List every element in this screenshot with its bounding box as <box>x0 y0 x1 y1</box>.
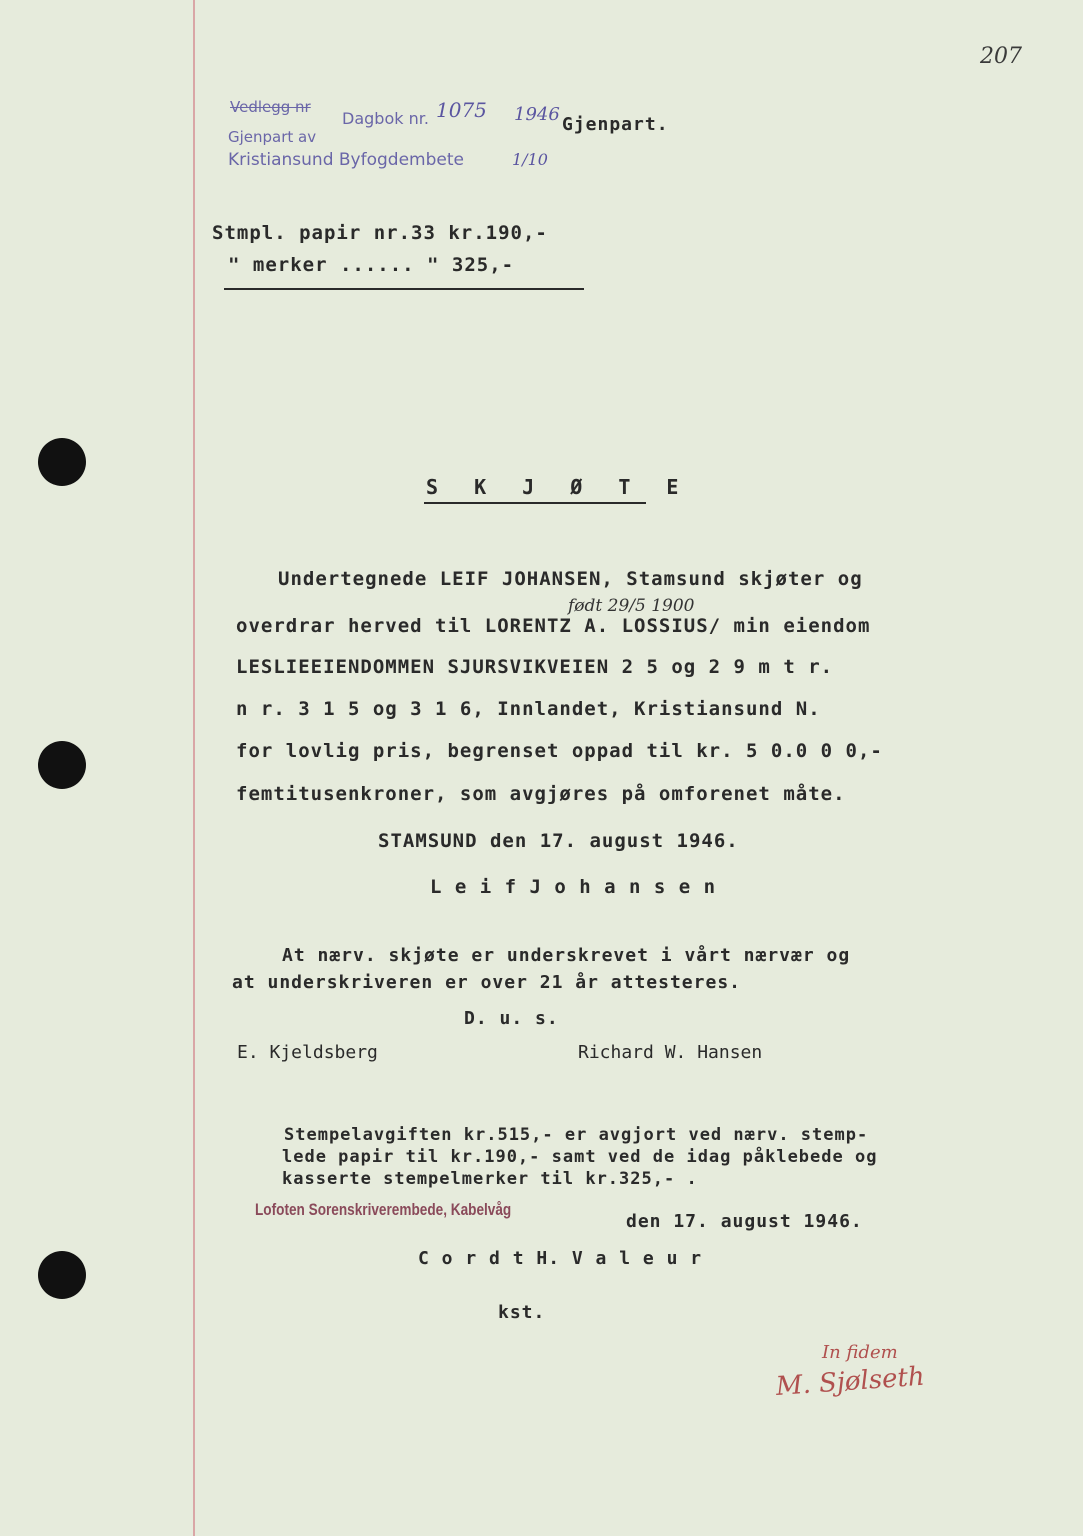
stamp-date: 1/10 <box>512 150 548 169</box>
in-fidem-signature: In fidem <box>822 1342 898 1363</box>
page-number: 207 <box>980 44 1022 69</box>
gjenpart-heading: Gjenpart. <box>562 114 669 135</box>
attest-line-1: At nærv. skjøte er underskrevet i vårt nærvær og <box>282 945 851 966</box>
judge-title: kst. <box>498 1302 546 1323</box>
body-line-6: femtitusenkroner, som avgjøres på omforenet måte. <box>236 783 846 805</box>
fee-line-1: Stempelavgiften kr.515,- er avgjort ved nærv. stemp- <box>284 1125 869 1145</box>
stamp-struck-label: Vedlegg nr <box>230 98 311 116</box>
birthdate-insert: født 29/5 1900 <box>568 596 695 616</box>
witness-right: Richard W. Hansen <box>578 1042 763 1063</box>
body-line-3: LESLIEEIENDOMMEN SJURSVIKVEIEN 2 5 og 2 9 m t r. <box>236 656 834 678</box>
body-line-4: n r. 3 1 5 og 3 1 6, Innlandet, Kristiansund N. <box>236 698 821 720</box>
body-line-2: overdrar herved til LORENTZ A. LOSSIUS/ min eiendom <box>236 615 871 637</box>
dagbok-number: 1075 <box>436 98 487 122</box>
fee-line-2: lede papir til kr.190,- samt ved de idag påklebede og <box>282 1147 878 1167</box>
punch-hole-middle <box>38 741 86 789</box>
witness-left: E. Kjeldsberg <box>237 1042 378 1063</box>
body-line-1: Undertegnede LEIF JOHANSEN, Stamsund skjøter og <box>278 568 863 590</box>
stamp-paper-line1: Stmpl. papir nr.33 kr.190,- <box>212 222 548 244</box>
dus: D. u. s. <box>464 1008 559 1029</box>
title-underline <box>424 502 646 504</box>
dagbok-year: 1946 <box>514 104 560 125</box>
punch-hole-bottom <box>38 1251 86 1299</box>
dagbok-label: Dagbok nr. <box>342 109 429 128</box>
fee-line-3: kasserte stempelmerker til kr.325,- . <box>282 1169 698 1189</box>
seller-signature: L e i f J o h a n s e n <box>430 876 717 898</box>
place-date: STAMSUND den 17. august 1946. <box>378 830 739 852</box>
office-stamp: Lofoten Sorenskriverembede, Kabelvåg <box>255 1200 512 1219</box>
stamp-paper-rule <box>224 288 584 290</box>
document-title: S K J Ø T E <box>426 475 691 499</box>
stamp-office: Kristiansund Byfogdembete <box>228 150 464 170</box>
judge-name: C o r d t H. V a l e u r <box>418 1248 703 1269</box>
stamp-gjenpart-av: Gjenpart av <box>228 128 317 146</box>
attest-line-2: at underskriveren er over 21 år attesteres. <box>232 972 741 993</box>
clerk-signature: M. Sjølseth <box>774 1361 926 1402</box>
margin-line <box>193 0 195 1536</box>
stamp-paper-line2: " merker ...... " 325,- <box>228 254 515 276</box>
office-date: den 17. august 1946. <box>626 1211 863 1232</box>
body-line-5: for lovlig pris, begrenset oppad til kr. 5 0.0 0 0,- <box>236 740 883 762</box>
punch-hole-top <box>38 438 86 486</box>
